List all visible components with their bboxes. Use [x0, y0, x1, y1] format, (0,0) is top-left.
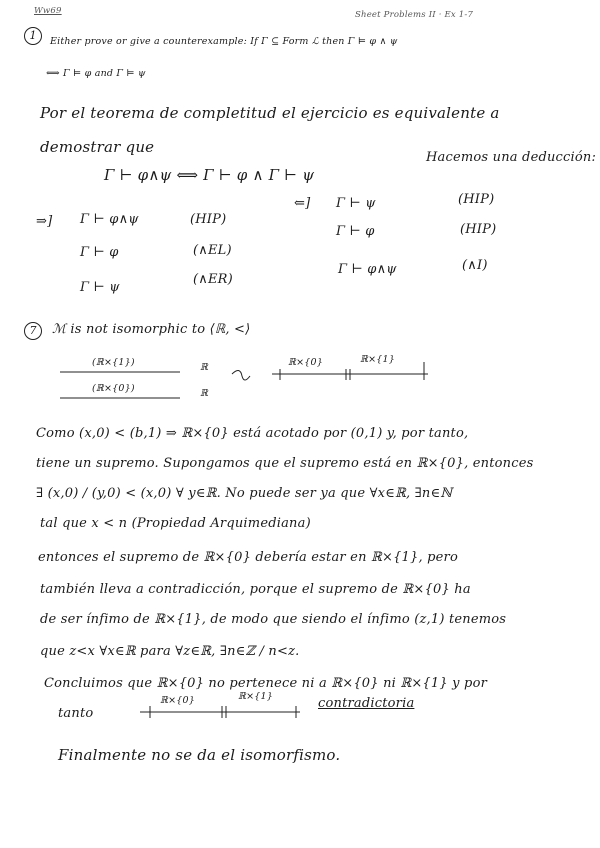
proof-forward-line3-formula: Γ ⊢ ψ [80, 280, 120, 295]
proof-backward-line1-rule: (HIP) [458, 192, 495, 207]
ex7-conclusion: Finalmente no se da el isomorfismo. [58, 746, 341, 764]
ex1-equivalence-note: Hacemos una deducción: [426, 150, 597, 165]
ex7-tanto: tanto [58, 706, 94, 721]
ex7-text-line9: Concluimos que ℝ×{0} no pertenece ni a ℝ×{0} ni ℝ×{1} y por [44, 676, 488, 691]
exercise-7-number: 7 [24, 322, 42, 340]
proof-forward-line3-rule: (∧ER) [193, 272, 233, 287]
proof-backward-line1-formula: Γ ⊢ ψ [336, 196, 376, 211]
ex1-equivalence: Γ ⊢ φ∧ψ ⟺ Γ ⊢ φ ∧ Γ ⊢ ψ [104, 166, 315, 184]
ex7-text-line3: ∃ (x,0) / (y,0) < (x,0) ∀ y∈ℝ. No puede ser ya que ∀x∈ℝ, ∃n∈ℕ [36, 486, 453, 501]
ex1-paragraph-line2: demostrar que [40, 138, 155, 156]
diagram-bottom-first-label: ℝ×{0} [160, 695, 195, 706]
diagram-r-label-top: ℝ [200, 362, 209, 373]
proof-forward-line1-formula: Γ ⊢ φ∧ψ [80, 212, 139, 227]
proof-forward-arrow: ⇒] [36, 214, 53, 229]
ex7-text-line8: que z<x ∀x∈ℝ para ∀z∈ℝ, ∃n∈ℤ / n<z. [40, 644, 300, 659]
ex1-statement-line2: ⟺ Γ ⊨ φ and Γ ⊨ ψ [46, 68, 146, 79]
header-right-label: Sheet Problems II · Ex 1-7 [355, 10, 474, 20]
proof-forward-line1-rule: (HIP) [190, 212, 227, 227]
ex7-text-line4: tal que x < n (Propiedad Arquimediana) [40, 516, 311, 531]
diagram-r-label-bottom: ℝ [200, 388, 209, 399]
proof-forward-line2-rule: (∧EL) [193, 243, 232, 258]
ex7-statement: ℳ is not isomorphic to ⟨ℝ, <⟩ [52, 322, 251, 337]
diagram-right-second-label: ℝ×{1} [360, 354, 395, 365]
ex7-text-line7: de ser ínfimo de ℝ×{1}, de modo que siendo el ínfimo (z,1) tenemos [40, 612, 507, 627]
ex7-text-line6: también lleva a contradicción, porque el supremo de ℝ×{0} ha [40, 582, 471, 597]
diagram-left-bottom-label: (ℝ×{0}) [92, 383, 135, 394]
diagram-left-top-label: (ℝ×{1}) [92, 357, 135, 368]
proof-backward-line2-formula: Γ ⊢ φ [336, 224, 375, 239]
exercise-1-number: 1 [24, 27, 42, 45]
header-left-label: Ww69 [34, 6, 62, 16]
proof-backward-arrow: ⇐] [294, 196, 311, 211]
proof-backward-line3-formula: Γ ⊢ φ∧ψ [338, 262, 397, 277]
ex7-text-line5: entonces el supremo de ℝ×{0} debería estar en ℝ×{1}, pero [38, 550, 458, 565]
proof-forward-line2-formula: Γ ⊢ φ [80, 245, 119, 260]
diagram-bottom-second-label: ℝ×{1} [238, 691, 273, 702]
diagram-right-first-label: ℝ×{0} [288, 357, 323, 368]
proof-backward-line2-rule: (HIP) [460, 222, 497, 237]
ex1-paragraph-line1: Por el teorema de completitud el ejercicio es equivalente a [40, 104, 500, 122]
ex7-contradictoria: contradictoria [318, 696, 415, 711]
ex7-text-line1: Como (x,0) < (b,1) ⇒ ℝ×{0} está acotado por (0,1) y, por tanto, [36, 426, 469, 441]
ex7-text-line2: tiene un supremo. Supongamos que el supremo está en ℝ×{0}, entonces [36, 456, 534, 471]
ex1-statement-line1: Either prove or give a counterexample: If Γ ⊆ Form ℒ then Γ ⊨ φ ∧ ψ [50, 36, 398, 47]
proof-backward-line3-rule: (∧I) [462, 258, 488, 273]
